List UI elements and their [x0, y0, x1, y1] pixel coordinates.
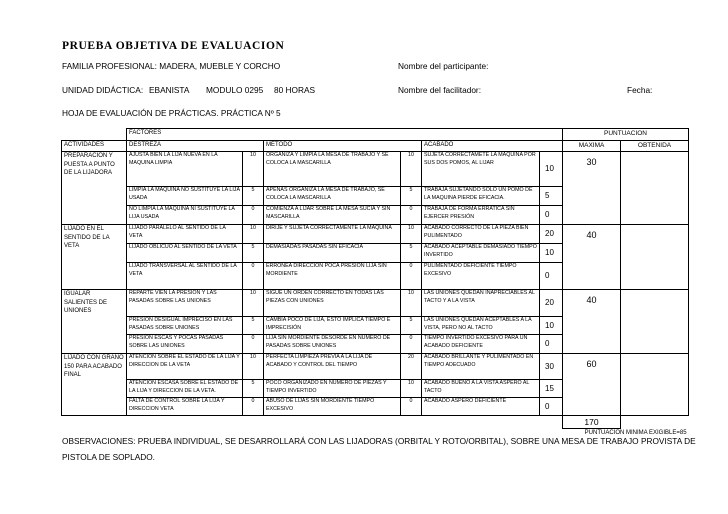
puntuacion-minima-label: PUNTUACIÓN MINIMA EXIGIBLE=85: [584, 430, 687, 437]
acabado-points: 15: [540, 380, 563, 398]
metodo-cell: ERRONEA DIRECCION POCA PRESIÓN LIJA SIN MORDIENTE: [264, 263, 401, 290]
metodo-points: 0: [401, 398, 422, 416]
blank-cell: [62, 416, 563, 429]
acabado-points: 10: [540, 244, 563, 263]
maxima-points: 60: [563, 354, 621, 416]
acabado-points: 10: [540, 152, 563, 187]
metodo-cell: POCO ORGANIZADO EN NUMERO DE PIEZAS Y TIEMPO INVERTIDO: [264, 380, 401, 398]
destreza-cell: LIJADO OBLICUO AL SENTIDO DE LA VETA: [127, 244, 243, 263]
obtenida-cell: [621, 354, 689, 416]
obtenida-cell: [621, 290, 689, 354]
destreza-cell: AJUSTA BIEN LA LIJA NUEVA EN LA MAQUINA LIMPIA: [127, 152, 243, 187]
destreza-cell: NO LIMPIA LA MAQUINA NI SUSTITUYE LA LIJA USADA: [127, 206, 243, 225]
obtenida-header: OBTENIDA: [621, 141, 689, 152]
blank-cell: [62, 129, 127, 141]
acabado-cell: PULIMENTADO DEFICIENTE TIEMPO EXCESIVO: [422, 263, 540, 290]
acabado-cell: SUJETA CORRECTAMETE LA MAQUINA POR SUS DOS POMOS, AL LIJAR: [422, 152, 540, 187]
destreza-cell: REPARTE VIEN LA PRESIÓN Y LAS PASADAS SOBRE LAS UNIONES: [127, 290, 243, 317]
observaciones-line-1: OBSERVACIONES: PRUEBA INDIVIDUAL, SE DESARROLLARÁ CON LAS LIJADORAS (ORBITAL Y ROTO/ORBITAL), SOBRE UNA MESA DE TRABAJO PROVISTA DE: [62, 436, 696, 446]
metodo-points: 10: [401, 152, 422, 187]
metodo-cell: DIRIJE Y SUJETA CORRECTAMENTE LA MAQUINA: [264, 225, 401, 244]
destreza-points: 0: [243, 263, 264, 290]
destreza-cell: FALTA DE CONTROL SOBRE LA LIJA Y DIRECCION VETA: [127, 398, 243, 416]
metodo-points: 5: [401, 317, 422, 335]
destreza-cell: PRESIÓN DESIGUAL IMPRECISO EN LAS PASADAS SOBRE UNIONES: [127, 317, 243, 335]
puntuacion-header: PUNTUACION: [563, 129, 689, 141]
obtenida-cell: [621, 152, 689, 225]
acabado-points: 20: [540, 290, 563, 317]
acabado-points: 0: [540, 335, 563, 354]
destreza-points: 5: [243, 380, 264, 398]
destreza-points: 0: [243, 206, 264, 225]
ebanista-text: EBANISTA: [149, 85, 190, 95]
acabado-points: 5: [540, 187, 563, 206]
actividad-cell: LIJADO CON GRANO 150 PARA ACABADO FINAL: [62, 354, 127, 416]
factores-header: FACTORES: [127, 129, 563, 141]
participante-label: Nombre del participante:: [398, 61, 489, 71]
metodo-cell: ABUSO DE LIJAS SIN MORDIENTE TIEMPO EXCESIVO: [264, 398, 401, 416]
metodo-cell: CAMBIA POCO DE LIJA, ESTO IMPLICA TIEMPO E IMPRECISIÓN: [264, 317, 401, 335]
blank-cell: [621, 416, 689, 429]
page-title: PRUEBA OBJETIVA DE EVALUACION: [62, 40, 285, 52]
actividades-header: ACTIVIDADES: [62, 141, 127, 152]
metodo-cell: APENAS ORGANIZA LA MESA DE TRABAJO, SE COLOCA LA MASCARILLA: [264, 187, 401, 206]
metodo-cell: DEMASIADAS PASADAS SIN EFICACIA: [264, 244, 401, 263]
observaciones-line-2: PISTOLA DE SOPLADO.: [62, 452, 155, 462]
destreza-cell: LIJADO TRANSVERSAL AL SENTIDO DE LA VETA: [127, 263, 243, 290]
destreza-points: 0: [243, 398, 264, 416]
acabado-points: 10: [540, 317, 563, 335]
destreza-cell: LIJADO PARALELO AL SENTIDO DE LA VETA: [127, 225, 243, 244]
maxima-points: 30: [563, 152, 621, 225]
familia-profesional: FAMILIA PROFESIONAL: MADERA, MUEBLE Y CORCHO: [62, 61, 281, 71]
metodo-points: 5: [401, 244, 422, 263]
evaluation-table: [61, 128, 689, 439]
fecha-label: Fecha:: [627, 85, 653, 95]
destreza-points: 10: [243, 152, 264, 187]
destreza-header: DESTREZA: [127, 141, 264, 152]
acabado-points: 0: [540, 206, 563, 225]
metodo-cell: COMIENZA A LIJAR SOBRE LA MESA SUCIA Y SIN MASCARILLA: [264, 206, 401, 225]
destreza-points: 10: [243, 354, 264, 380]
metodo-points: 0: [401, 206, 422, 225]
acabado-cell: TRABAJA SUJETANDO SOLO UN POMO DE LA MAQUINA PIERDE EFICACIA.: [422, 187, 540, 206]
metodo-cell: ORGANIZA Y LIMPIA LA MESA DE TRABAJO Y SE COLOCA LA MASCARILLA: [264, 152, 401, 187]
metodo-points: 0: [401, 263, 422, 290]
horas-text: 80 HORAS: [274, 85, 316, 95]
metodo-points: 10: [401, 380, 422, 398]
acabado-cell: ACABADO BRILLANTE Y PULIMENTADO EN TIEMPO ADECUADO: [422, 354, 540, 380]
metodo-cell: SIGUE UN ORDEN CORRECTO EN TODAS LAS PIEZAS CON UNIONES: [264, 290, 401, 317]
destreza-points: 5: [243, 317, 264, 335]
actividad-cell: IGUALAR SALIENTES DE UNIONES: [62, 290, 127, 354]
destreza-cell: ATENCION ESCASA SOBRE EL ESTADO DE LA LIJA Y DIRECCION DE LA VETA.: [127, 380, 243, 398]
destreza-points: 10: [243, 225, 264, 244]
acabado-cell: ACABADO ASPERO DEFICIENTE: [422, 398, 540, 416]
modulo-text: MODULO 0295: [206, 85, 264, 95]
obtenida-cell: [621, 225, 689, 290]
destreza-cell: PRESION ESCAS Y POCAS PASADAS SOBRE LAS UNIONES: [127, 335, 243, 354]
acabado-points: 0: [540, 398, 563, 416]
metodo-points: 5: [401, 187, 422, 206]
metodo-points: 10: [401, 290, 422, 317]
actividad-cell: PREPARACION Y PUESTA A PUNTO DE LA LIJADORA: [62, 152, 127, 225]
destreza-cell: LIMPIA LA MAQUINA NO SUSTITUYE LA LIJA USADA: [127, 187, 243, 206]
total-points: 170: [563, 416, 621, 429]
maxima-header: MAXIMA: [563, 141, 621, 152]
actividad-cell: LIJADO EN EL SENTIDO DE LA VETA: [62, 225, 127, 290]
maxima-points: 40: [563, 290, 621, 354]
metodo-cell: PERFECTA LIMPIEZA PREVIA A LA LIJA DE ACABADO Y CONTROL DEL TIEMPO: [264, 354, 401, 380]
table-row: [62, 225, 689, 244]
acabado-points: 30: [540, 354, 563, 380]
destreza-points: 0: [243, 335, 264, 354]
hoja-evaluacion-title: HOJA DE EVALUACIÓN DE PRÁCTICAS. PRÁCTICA Nº 5: [62, 108, 281, 118]
destreza-points: 10: [243, 290, 264, 317]
maxima-points: 40: [563, 225, 621, 290]
metodo-header: MÉTODO: [264, 141, 422, 152]
destreza-cell: ATENCION SOBRE EL ESTADO DE LA LIJA Y DIRECCION DE LA VETA: [127, 354, 243, 380]
destreza-points: 5: [243, 244, 264, 263]
acabado-cell: ACABADO ACEPTABLE DEMASIADO TIEMPO INVERTIDO: [422, 244, 540, 263]
table-row: [62, 354, 689, 380]
acabado-points: 0: [540, 263, 563, 290]
table-row: [62, 152, 689, 187]
acabado-cell: TRABAJA DE FORMA ERRATICA SIN EJERCER PRESIÓN: [422, 206, 540, 225]
acabado-header: ACABADO: [422, 141, 563, 152]
metodo-points: 0: [401, 335, 422, 354]
metodo-points: 10: [401, 225, 422, 244]
acabado-cell: ACABADO CORRECTO DE LA PIEZA BIEN PULIMENTADO: [422, 225, 540, 244]
destreza-points: 5: [243, 187, 264, 206]
facilitador-label: Nombre del facilitador:: [398, 85, 482, 95]
table-row: [62, 290, 689, 317]
acabado-points: 20: [540, 225, 563, 244]
acabado-cell: ACABADO BUENO A LA VISTA ASPERO AL TACTO: [422, 380, 540, 398]
acabado-cell: LAS UNIONES QUEDAN ACEPTABLES A LA VISTA, PERO NO AL TACTO: [422, 317, 540, 335]
metodo-points: 20: [401, 354, 422, 380]
acabado-cell: LAS UNIONES QUEDAN INAPRECIABLES AL TACTO Y A LA VISTA: [422, 290, 540, 317]
acabado-cell: TIEMPO INVERTIDO EXCESIVO PARA UN ACABADO DEFICIENTE: [422, 335, 540, 354]
unidad-label: UNIDAD DIDÁCTICA:: [62, 85, 144, 95]
metodo-cell: LIJA SIN MORDIENTE DESORDE EN NUMERO DE PASADAS SOBRE UNIONES: [264, 335, 401, 354]
